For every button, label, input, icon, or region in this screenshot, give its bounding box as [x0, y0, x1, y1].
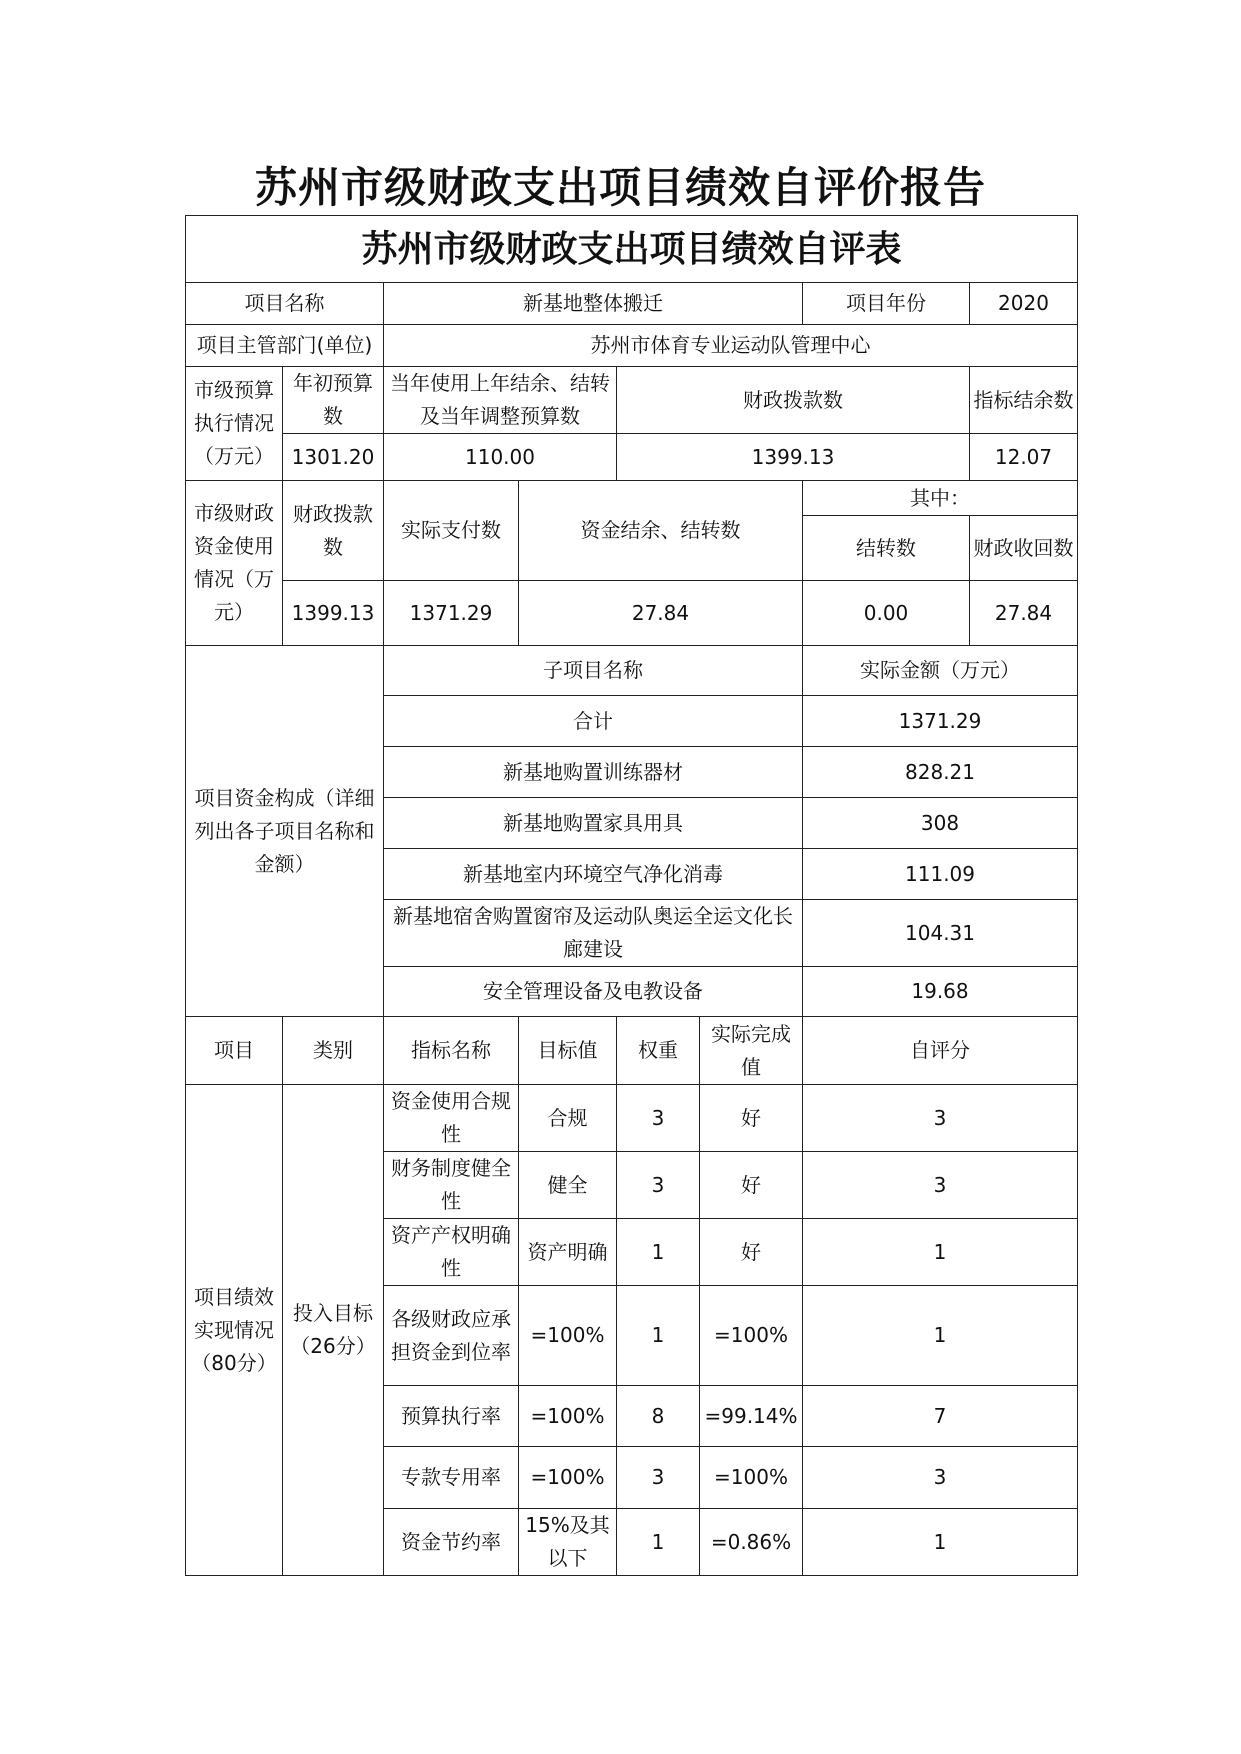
subproject-amount: 19.68 — [803, 967, 1078, 1017]
indicator-name: 专款专用率 — [384, 1447, 519, 1509]
funds-header-paid: 实际支付数 — [384, 481, 519, 581]
subproject-amount: 104.31 — [803, 900, 1078, 967]
project-year-value: 2020 — [970, 283, 1078, 325]
budget-value-initial: 1301.20 — [283, 434, 384, 481]
indicator-score: 3 — [803, 1152, 1078, 1219]
subproject-name: 新基地购置家具用具 — [384, 798, 803, 849]
indicator-weight: 3 — [617, 1085, 700, 1152]
report-title: 苏州市级财政支出项目绩效自评价报告 — [254, 163, 986, 212]
indicator-actual: =100% — [700, 1286, 803, 1386]
budget-label: 市级预算执行情况（万元） — [186, 367, 283, 481]
indicator-actual: 好 — [700, 1219, 803, 1286]
subproject-amount: 828.21 — [803, 747, 1078, 798]
indicator-name: 资金节约率 — [384, 1509, 519, 1576]
indicator-header-category: 类别 — [283, 1017, 384, 1085]
indicator-header-weight: 权重 — [617, 1017, 700, 1085]
dept-value: 苏州市体育专业运动队管理中心 — [384, 325, 1078, 367]
indicator-header-actual: 实际完成值 — [700, 1017, 803, 1085]
funds-value-recover: 27.84 — [970, 581, 1078, 646]
funds-header-carry: 结转数 — [803, 516, 970, 581]
indicator-score: 3 — [803, 1085, 1078, 1152]
subproject-name: 新基地宿舍购置窗帘及运动队奥运全运文化长廊建设 — [384, 900, 803, 967]
indicator-score: 1 — [803, 1509, 1078, 1576]
indicator-actual: =0.86% — [700, 1509, 803, 1576]
subproject-name: 新基地购置训练器材 — [384, 747, 803, 798]
indicator-header-score: 自评分 — [803, 1017, 1078, 1085]
budget-header-adjusted: 当年使用上年结余、结转及当年调整预算数 — [384, 367, 617, 434]
funds-header-recover: 财政收回数 — [970, 516, 1078, 581]
indicator-name: 预算执行率 — [384, 1386, 519, 1447]
indicator-category-label: 投入目标（26分） — [283, 1085, 384, 1576]
indicator-project-label: 项目绩效实现情况（80分） — [186, 1085, 283, 1576]
indicator-weight: 1 — [617, 1509, 700, 1576]
budget-header-allocation: 财政拨款数 — [617, 367, 970, 434]
indicator-score: 1 — [803, 1219, 1078, 1286]
indicator-weight: 3 — [617, 1447, 700, 1509]
indicator-target: 15%及其以下 — [519, 1509, 617, 1576]
indicator-weight: 1 — [617, 1286, 700, 1386]
indicator-target: 资产明确 — [519, 1219, 617, 1286]
budget-value-adjusted: 110.00 — [384, 434, 617, 481]
subproject-name: 新基地室内环境空气净化消毒 — [384, 849, 803, 900]
indicator-header-name: 指标名称 — [384, 1017, 519, 1085]
indicator-actual: 好 — [700, 1085, 803, 1152]
funds-header-among: 其中： — [803, 481, 1078, 516]
funds-value-paid: 1371.29 — [384, 581, 519, 646]
composition-label: 项目资金构成（详细列出各子项目名称和金额） — [186, 646, 384, 1017]
funds-label: 市级财政资金使用情况（万元） — [186, 481, 283, 646]
funds-value-alloc: 1399.13 — [283, 581, 384, 646]
project-name-value: 新基地整体搬迁 — [384, 283, 803, 325]
indicator-weight: 1 — [617, 1219, 700, 1286]
composition-header-amount: 实际金额（万元） — [803, 646, 1078, 696]
funds-header-alloc: 财政拨款数 — [283, 481, 384, 581]
indicator-target: =100% — [519, 1447, 617, 1509]
dept-label: 项目主管部门(单位) — [186, 325, 384, 367]
budget-header-balance: 指标结余数 — [970, 367, 1078, 434]
indicator-header-project: 项目 — [186, 1017, 283, 1085]
form-subtitle: 苏州市级财政支出项目绩效自评表 — [186, 216, 1078, 283]
indicator-weight: 3 — [617, 1152, 700, 1219]
indicator-name: 财务制度健全性 — [384, 1152, 519, 1219]
budget-header-initial: 年初预算数 — [283, 367, 384, 434]
indicator-header-target: 目标值 — [519, 1017, 617, 1085]
indicator-name: 资产产权明确性 — [384, 1219, 519, 1286]
composition-header-name: 子项目名称 — [384, 646, 803, 696]
budget-value-allocation: 1399.13 — [617, 434, 970, 481]
indicator-target: 合规 — [519, 1085, 617, 1152]
project-name-label: 项目名称 — [186, 283, 384, 325]
indicator-name: 各级财政应承担资金到位率 — [384, 1286, 519, 1386]
indicator-target: =100% — [519, 1286, 617, 1386]
indicator-name: 资金使用合规性 — [384, 1085, 519, 1152]
funds-value-balance: 27.84 — [519, 581, 803, 646]
indicator-weight: 8 — [617, 1386, 700, 1447]
indicator-actual: =100% — [700, 1447, 803, 1509]
subproject-name: 合计 — [384, 696, 803, 747]
subproject-amount: 1371.29 — [803, 696, 1078, 747]
subproject-amount: 111.09 — [803, 849, 1078, 900]
indicator-score: 1 — [803, 1286, 1078, 1386]
project-year-label: 项目年份 — [803, 283, 970, 325]
funds-value-carry: 0.00 — [803, 581, 970, 646]
indicator-target: =100% — [519, 1386, 617, 1447]
indicator-score: 3 — [803, 1447, 1078, 1509]
evaluation-form — [185, 215, 1078, 1576]
subproject-name: 安全管理设备及电教设备 — [384, 967, 803, 1017]
budget-value-balance: 12.07 — [970, 434, 1078, 481]
indicator-target: 健全 — [519, 1152, 617, 1219]
indicator-score: 7 — [803, 1386, 1078, 1447]
subproject-amount: 308 — [803, 798, 1078, 849]
funds-header-balance: 资金结余、结转数 — [519, 481, 803, 581]
indicator-actual: =99.14% — [700, 1386, 803, 1447]
indicator-actual: 好 — [700, 1152, 803, 1219]
